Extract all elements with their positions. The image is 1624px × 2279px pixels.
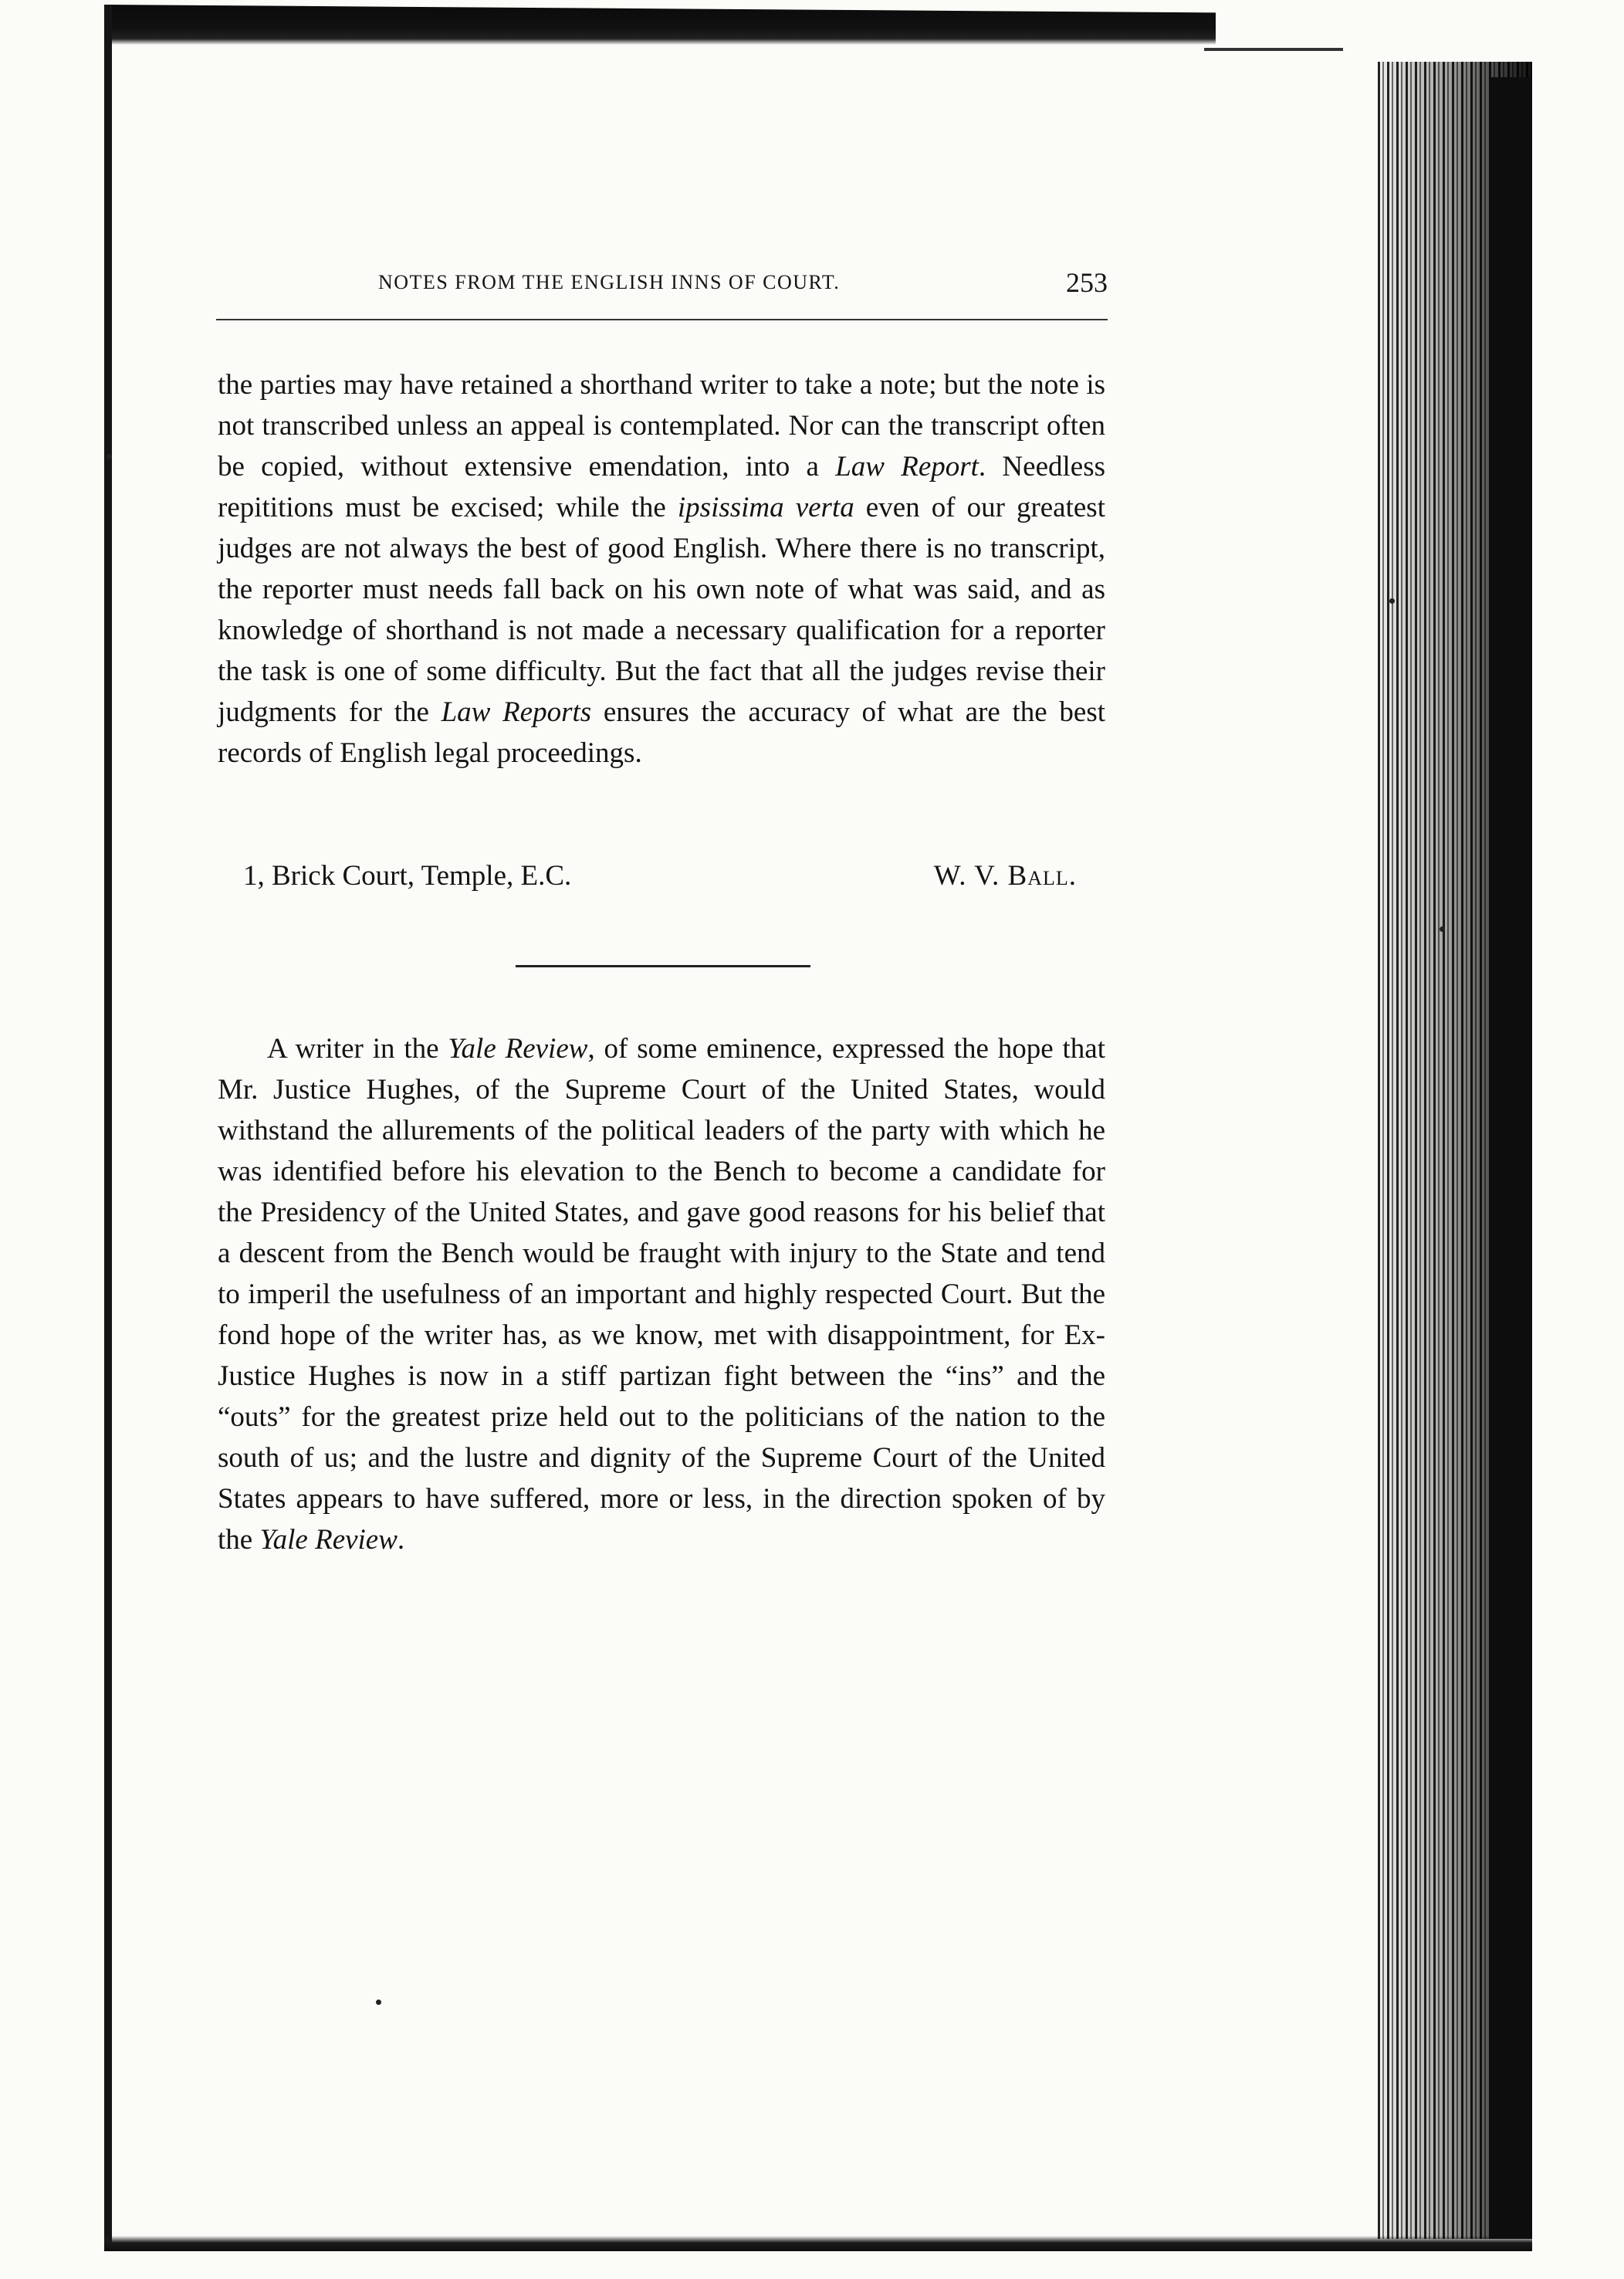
italic-law-reports: Law Reports [441,696,592,728]
text-segment: . [397,1524,405,1556]
scan-border-top-fragment [1204,48,1343,51]
header-rule [216,319,1108,320]
author-name: W. V. Ball. [933,860,1077,892]
paragraph-law-reports [218,364,1105,774]
text-segment: A writer in the [267,1033,448,1065]
scan-speck [1389,598,1395,604]
scan-border-bottom [104,2236,1532,2251]
scan-border-left [104,5,112,2243]
scan-speck [376,2000,381,2005]
italic-yale-review: Yale Review [259,1524,398,1556]
running-head-title: NOTES FROM THE ENGLISH INNS OF COURT. [378,271,841,293]
text-segment: ensures the accuracy of what are the best records of English legal proceedings. [218,696,1106,769]
scan-speck [1440,926,1445,932]
italic-yale-review: Yale Review [448,1033,588,1065]
author-address: 1, Brick Court, Temple, E.C. [243,860,572,892]
text-segment: the parties may have retained a shorthand writer to take a note; but the note is not transcribed unless an appeal is contemplated. Nor can the transcript often be copied, without extensive emendation, into a [218,369,1105,483]
scan-speck [107,454,112,459]
running-head [216,266,1108,305]
signature-line [243,859,1077,902]
scan-border-top [104,5,1216,45]
text-segment: . Needless repititions must be excised; while the [218,451,1105,523]
italic-law-report: Law Report [835,451,979,483]
italic-ipsissima-verta: ipsissima verta [677,492,854,523]
text-segment: , of some eminence, expressed the hope that Mr. Justice Hughes, of the Supreme Court of the United States, would withstand the allurements of the political leaders of the party with which he was identified before his elevation to the Bench to become a candidate for the Presidency of the United States, and gave good reasons for his belief that a descent from the Bench would be fraught with injury to the State and tend to imperil the usefulness of an important and highly respected Court. But the fond hope of the writer has, as we know, met with disappointment, for Ex-Justice Hughes is now in a stiff partizan fight between the “ins” and the “outs” for the greatest prize held out to the politicians of the nation to the south of us; and the lustre and dignity of the Supreme Court of the United States appears to have suffered, more or less, in the direction spoken of by the [218,1033,1105,1556]
paragraph-yale-review [218,1028,1105,1560]
text-segment: even of our greatest judges are not always the best of good English. Where there is no transcript, the reporter must needs fall back on his own note of what was said, and as knowledge of shorthand is not made a necessary qualification for a reporter the task is one of some difficulty. But the fact that all the judges revise their judgments for the [218,492,1105,728]
scan-page-edge-shadow [1490,77,1532,2239]
section-divider [516,965,810,967]
page-number: 253 [1066,267,1108,298]
